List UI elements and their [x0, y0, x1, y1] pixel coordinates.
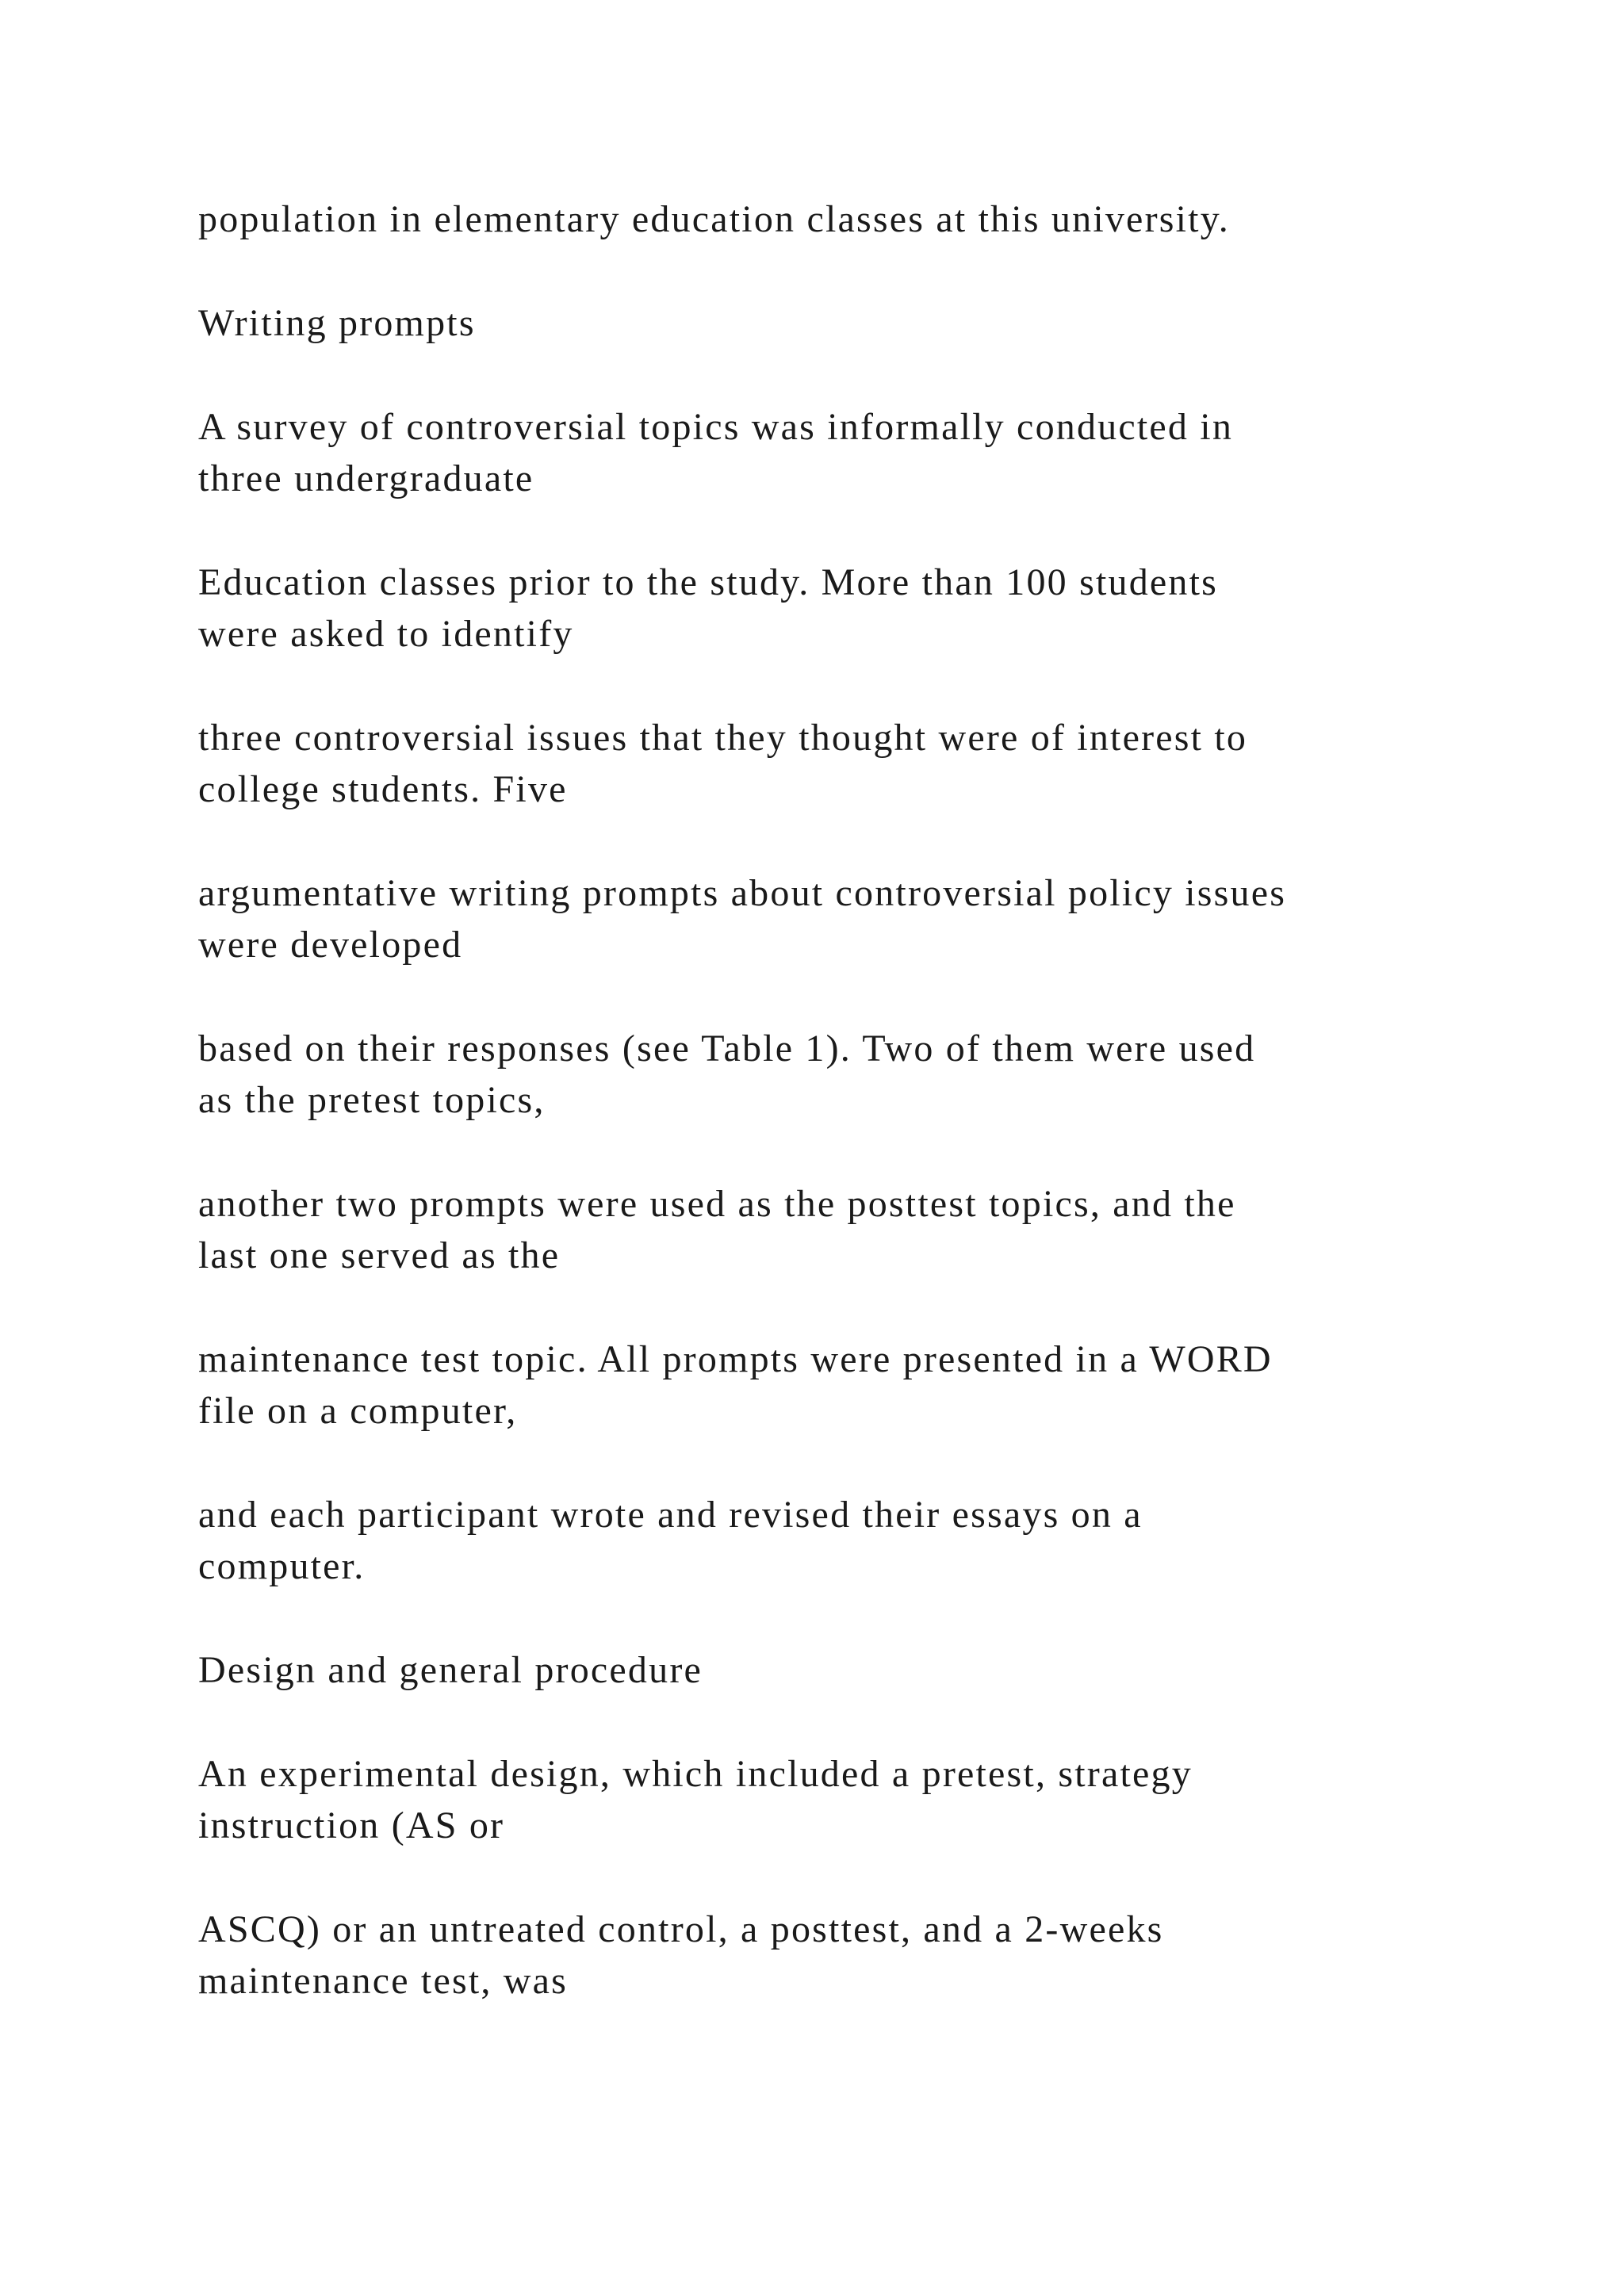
text-line: three controversial issues that they thought were of interest to — [198, 717, 1248, 759]
paragraph — [198, 1748, 1467, 1851]
text-line: based on their responses (see Table 1). Two of them were used — [198, 1027, 1256, 1070]
paragraph — [198, 1904, 1467, 2007]
text-line: were developed — [198, 924, 463, 966]
text-line: An experimental design, which included a pretest, strategy — [198, 1753, 1193, 1795]
text-line: maintenance test topic. All prompts were presented in a WORD — [198, 1338, 1273, 1380]
paragraph — [198, 557, 1467, 660]
text-line: as the pretest topics, — [198, 1079, 546, 1121]
text-line: college students. Five — [198, 768, 568, 810]
paragraph — [198, 1334, 1467, 1437]
text-line: Education classes prior to the study. More than 100 students — [198, 561, 1219, 603]
paragraph — [198, 193, 1467, 245]
text-line: were asked to identify — [198, 613, 574, 655]
text-line: and each participant wrote and revised their essays on a — [198, 1494, 1143, 1536]
paragraph — [198, 1489, 1467, 1592]
text-line: maintenance test, was — [198, 1960, 569, 2002]
section-heading-design-procedure — [198, 1644, 1467, 1696]
text-line: A survey of controversial topics was informally conducted in — [198, 406, 1234, 448]
text-line: ASCQ) or an untreated control, a posttest, and a 2-weeks — [198, 1908, 1164, 1950]
text-line: argumentative writing prompts about controversial policy issues — [198, 872, 1287, 914]
paragraph — [198, 867, 1467, 970]
text-line: computer. — [198, 1545, 366, 1587]
text-line: three undergraduate — [198, 457, 534, 499]
paragraph — [198, 1178, 1467, 1281]
section-heading-writing-prompts — [198, 297, 1467, 349]
text-line: Design and general procedure — [198, 1649, 703, 1691]
text-line: last one served as the — [198, 1234, 561, 1276]
text-line: another two prompts were used as the posttest topics, and the — [198, 1183, 1236, 1225]
document-body — [198, 193, 1467, 2059]
paragraph — [198, 1023, 1467, 1126]
text-line: Writing prompts — [198, 302, 476, 344]
text-line: population in elementary education classes at this university. — [198, 198, 1230, 240]
paragraph — [198, 712, 1467, 815]
text-line: instruction (AS or — [198, 1804, 505, 1846]
text-line: file on a computer, — [198, 1390, 518, 1432]
paragraph — [198, 401, 1467, 504]
